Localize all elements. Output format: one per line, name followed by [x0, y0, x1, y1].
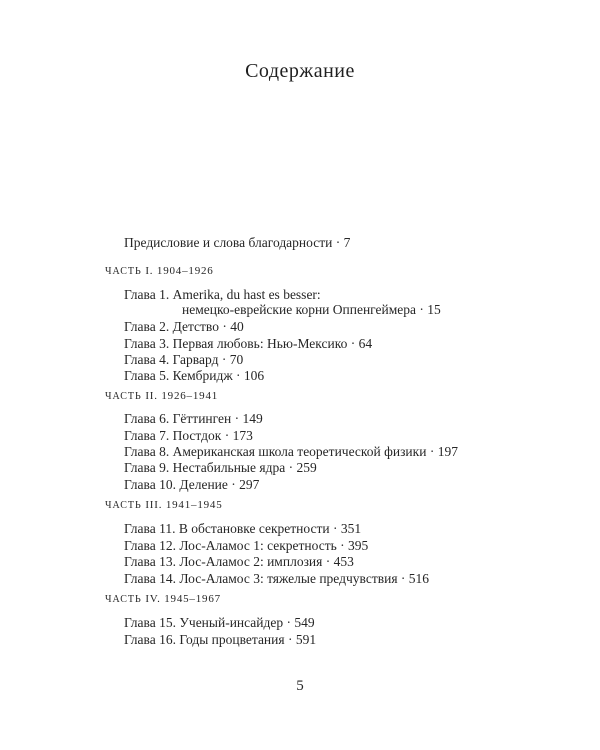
- chapter-label: Глава 16.: [124, 632, 176, 647]
- toc-entry: [124, 520, 361, 537]
- chapter-label: Глава 8.: [124, 444, 170, 459]
- chapter-title: Гёттинген: [172, 411, 232, 426]
- chapter-page: 197: [437, 444, 458, 459]
- chapter-label: Глава 13.: [124, 554, 176, 569]
- page-number: 5: [296, 678, 304, 694]
- chapter-page: 395: [348, 538, 369, 553]
- toc-entry: [124, 459, 317, 476]
- separator: ·: [400, 571, 406, 586]
- separator: ·: [429, 444, 435, 459]
- part-heading: [105, 499, 223, 511]
- chapter-label: Глава 7.: [124, 428, 170, 443]
- toc-entry: [124, 553, 354, 570]
- toc-entry: [124, 614, 315, 631]
- toc-entry: [124, 367, 264, 384]
- separator: ·: [286, 615, 292, 630]
- part-numeral: I.: [145, 265, 154, 277]
- chapter-title: Ученый-инсайдер: [179, 615, 284, 630]
- chapter-page: 591: [295, 632, 317, 647]
- separator: ·: [335, 235, 341, 250]
- toc-entry: [124, 318, 244, 335]
- toc-entry: [124, 476, 259, 493]
- chapter-page: 64: [358, 336, 373, 351]
- separator: ·: [350, 336, 356, 351]
- chapter-label: Глава 14.: [124, 571, 176, 586]
- separator: ·: [288, 460, 294, 475]
- separator: ·: [419, 302, 424, 317]
- chapter-label: Глава 15.: [124, 615, 176, 630]
- part-label: ЧАСТЬ: [105, 500, 142, 511]
- toc-entry: [124, 335, 372, 352]
- separator: ·: [332, 521, 338, 536]
- chapter-title-continuation: немецко-еврейские корни Оппенгеймера: [182, 302, 417, 317]
- toc-entry: [124, 410, 263, 427]
- part-heading: [105, 593, 221, 605]
- toc-entry: [124, 351, 243, 368]
- chapter-title: Кембридж: [172, 368, 233, 383]
- chapter-label: Глава 3.: [124, 336, 170, 351]
- part-numeral: IV.: [145, 593, 161, 605]
- part-label: ЧАСТЬ: [105, 391, 142, 402]
- part-years: 1941–1945: [165, 499, 223, 511]
- separator: ·: [234, 411, 240, 426]
- chapter-page: 351: [340, 521, 362, 536]
- chapter-label: Глава 9.: [124, 460, 170, 475]
- toc-entry-continuation: [124, 301, 441, 318]
- chapter-page: 549: [294, 615, 315, 630]
- chapter-title: Лос-Аламос 3: тяжелые предчувствия: [179, 571, 398, 586]
- chapter-title: Постдок: [172, 428, 222, 443]
- part-years: 1904–1926: [156, 265, 214, 277]
- chapter-page: 106: [243, 368, 265, 383]
- chapter-label: Глава 12.: [124, 538, 176, 553]
- page-title: Содержание: [245, 60, 355, 82]
- part-heading: [105, 390, 218, 402]
- separator: ·: [224, 428, 230, 443]
- chapter-label: Глава 5.: [124, 368, 170, 383]
- chapter-title: Лос-Аламос 2: имплозия: [179, 554, 323, 569]
- chapter-page: 15: [427, 302, 441, 317]
- chapter-page: 70: [229, 352, 244, 367]
- chapter-title: В обстановке секретности: [178, 521, 330, 536]
- chapter-title: Детство: [172, 319, 219, 334]
- chapter-title: Годы процветания: [179, 632, 285, 647]
- chapter-title: Первая любовь: Нью-Мексико: [172, 336, 348, 351]
- part-years: 1926–1941: [161, 390, 219, 402]
- preface-title: Предисловие и слова благодарности: [124, 235, 333, 250]
- part-heading: [105, 265, 214, 277]
- chapter-page: 40: [230, 319, 244, 334]
- separator: ·: [325, 554, 331, 569]
- toc-entry: [124, 427, 253, 444]
- toc-entry: [124, 443, 458, 460]
- chapter-title: Деление: [179, 477, 228, 492]
- chapter-page: 453: [333, 554, 354, 569]
- chapter-label: Глава 4.: [124, 352, 170, 367]
- part-numeral: II.: [145, 390, 158, 402]
- separator: ·: [287, 632, 293, 647]
- part-years: 1945–1967: [164, 593, 221, 605]
- chapter-label: Глава 10.: [124, 477, 176, 492]
- chapter-page: 149: [242, 411, 263, 426]
- separator: ·: [221, 352, 227, 367]
- separator: ·: [222, 319, 227, 334]
- separator: ·: [231, 477, 236, 492]
- preface-entry: [124, 234, 350, 251]
- toc-entry: [124, 537, 368, 554]
- part-label: ЧАСТЬ: [105, 594, 142, 605]
- chapter-label: Глава 11.: [124, 521, 176, 536]
- chapter-title: Нестабильные ядра: [172, 460, 286, 475]
- chapter-page: 173: [232, 428, 253, 443]
- chapter-title: Лос-Аламос 1: секретность: [179, 538, 337, 553]
- chapter-label: Глава 6.: [124, 411, 170, 426]
- chapter-page: 259: [296, 460, 317, 475]
- part-label: ЧАСТЬ: [105, 266, 142, 277]
- chapter-page: 297: [239, 477, 260, 492]
- separator: ·: [236, 368, 241, 383]
- chapter-title: Гарвард: [172, 352, 219, 367]
- chapter-title: Amerika, du hast es besser:: [172, 287, 321, 302]
- part-numeral: III.: [145, 499, 163, 511]
- toc-entry: [124, 570, 429, 587]
- chapter-label: Глава 2.: [124, 319, 170, 334]
- separator: ·: [340, 538, 345, 553]
- toc-entry: [124, 631, 316, 648]
- chapter-title: Американская школа теоретической физики: [172, 444, 427, 459]
- chapter-label: Глава 1.: [124, 287, 170, 302]
- preface-page: 7: [343, 235, 351, 250]
- chapter-page: 516: [408, 571, 430, 586]
